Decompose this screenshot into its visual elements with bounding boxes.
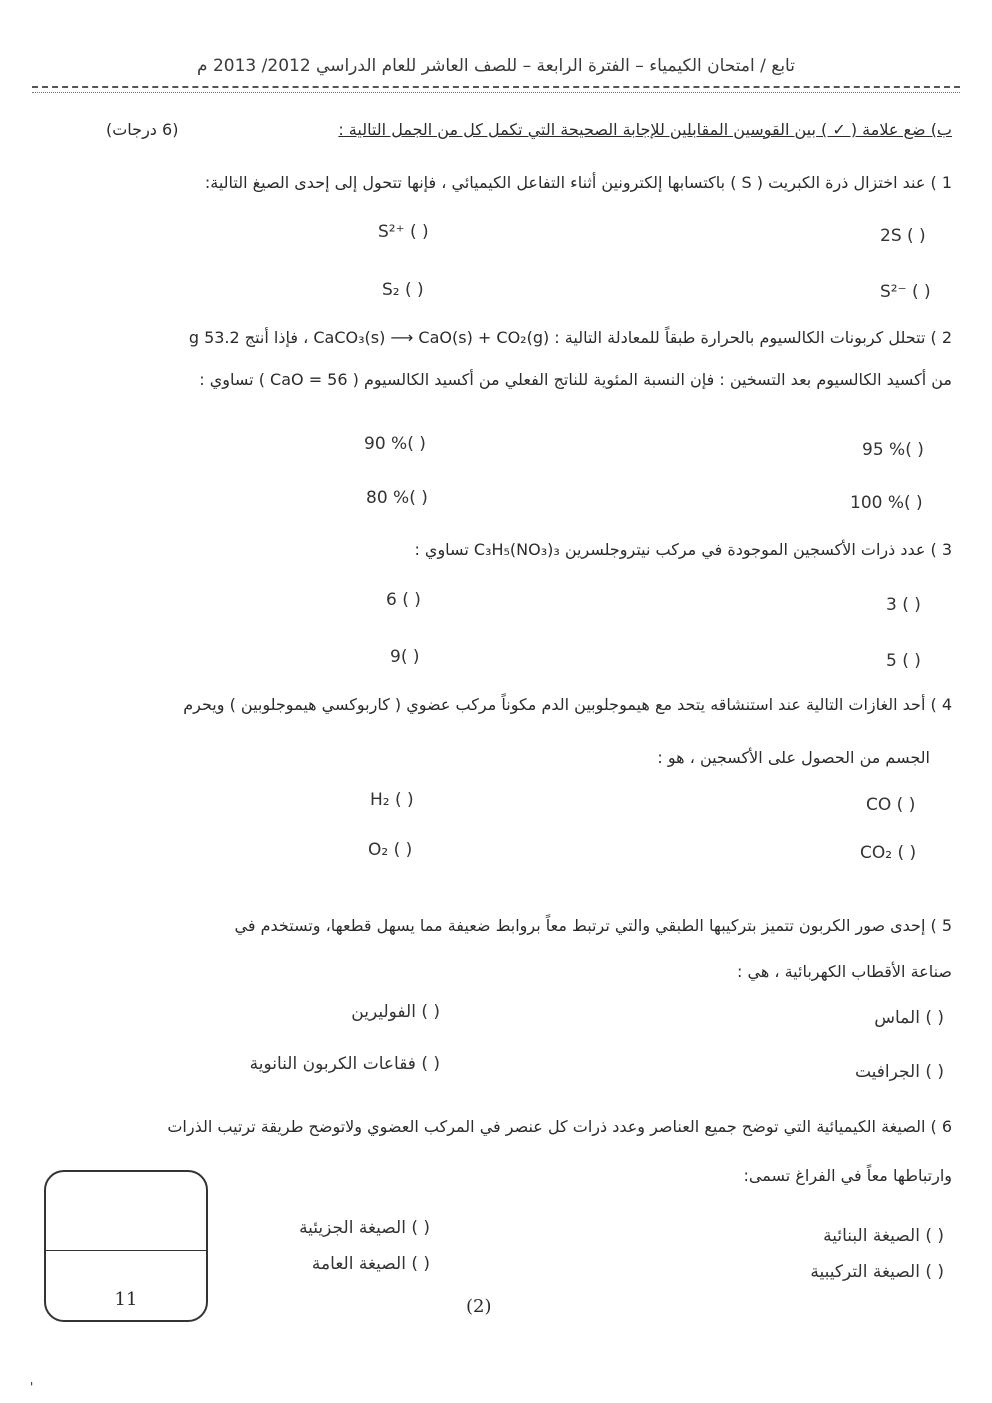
q1-option-b[interactable]: S²⁺ ( ) bbox=[378, 222, 429, 242]
question-4-text: 4 ) أحد الغازات التالية عند استنشاقه يتحد مع هيموجلوبين الدم مكوناً مركب عضوي ( كاربوكسي هيموجلوبين ) ويحرم bbox=[183, 695, 952, 714]
grade-box bbox=[44, 1170, 208, 1322]
q3-option-a[interactable]: 3 ( ) bbox=[886, 595, 921, 615]
q5-option-b[interactable]: ( ) الفوليرين bbox=[351, 1002, 440, 1022]
grade-box-value: 11 bbox=[114, 1289, 138, 1310]
question-3-text: 3 ) عدد ذرات الأكسجين الموجودة في مركب نيتروجلسرين C₃H₅(NO₃)₃ تساوي : bbox=[414, 540, 952, 559]
q3-option-c[interactable]: 5 ( ) bbox=[886, 651, 921, 671]
header-rule bbox=[32, 86, 960, 88]
q4-option-d[interactable]: O₂ ( ) bbox=[368, 840, 413, 860]
q4-option-a[interactable]: CO ( ) bbox=[866, 795, 916, 815]
q2-option-b[interactable]: 90 %( ) bbox=[364, 434, 426, 454]
question-5-text: 5 ) إحدى صور الكربون تتميز بتركيبها الطبقي والتي ترتبط معاً بروابط ضعيفة مما يسهل قطعها، وتستخدم في bbox=[234, 916, 952, 935]
question-2-text-cont: من أكسيد الكالسيوم بعد التسخين : فإن النسبة المئوية للناتج الفعلي من أكسيد الكالسيوم ( CaO = 56 ) تساوي : bbox=[199, 370, 952, 389]
question-5-text-cont: صناعة الأقطاب الكهربائية ، هي : bbox=[737, 962, 952, 981]
section-instruction: ب) ضع علامة ( ✓ ) بين القوسين المقابلين للإجابة الصحيحة التي تكمل كل من الجمل التالية : bbox=[338, 120, 952, 139]
question-4-text-cont: الجسم من الحصول على الأكسجين ، هو : bbox=[657, 748, 930, 767]
q3-option-d[interactable]: 9( ) bbox=[390, 647, 420, 667]
header-rule-dotted bbox=[32, 92, 960, 93]
q5-option-d[interactable]: ( ) فقاعات الكربون النانوية bbox=[249, 1054, 440, 1074]
q6-option-d[interactable]: ( ) الصيغة العامة bbox=[311, 1254, 430, 1274]
q2-option-c[interactable]: 100 %( ) bbox=[850, 493, 923, 513]
q1-option-d[interactable]: S₂ ( ) bbox=[382, 280, 424, 300]
q2-option-a[interactable]: 95 %( ) bbox=[862, 440, 924, 460]
q1-option-c[interactable]: S²⁻ ( ) bbox=[880, 282, 931, 302]
q6-option-c[interactable]: ( ) الصيغة التركيبية bbox=[810, 1262, 944, 1282]
question-6-text-cont: وارتباطها معاً في الفراغ تسمى: bbox=[743, 1166, 952, 1185]
q4-option-c[interactable]: CO₂ ( ) bbox=[860, 843, 917, 863]
q5-option-c[interactable]: ( ) الجرافيت bbox=[854, 1062, 944, 1082]
q6-option-b[interactable]: ( ) الصيغة الجزيئية bbox=[299, 1218, 430, 1238]
grade-box-divider bbox=[46, 1250, 206, 1251]
section-grade: (6 درجات) bbox=[106, 120, 179, 139]
question-6-text: 6 ) الصيغة الكيميائية التي توضح جميع العناصر وعدد ذرات كل عنصر في المركب العضوي ولاتوضح طريقة ترتيب الذرات bbox=[167, 1117, 952, 1136]
q5-option-a[interactable]: ( ) الماس bbox=[874, 1008, 944, 1028]
q6-option-a[interactable]: ( ) الصيغة البنائية bbox=[823, 1226, 944, 1246]
question-2-text: 2 ) تتحلل كربونات الكالسيوم بالحرارة طبقاً للمعادلة التالية : CaCO₃(s) ⟶ CaO(s) + CO₂(g) ، فإذا أنتج 53.2 g bbox=[188, 328, 952, 347]
q3-option-b[interactable]: 6 ( ) bbox=[386, 590, 421, 610]
q4-option-b[interactable]: H₂ ( ) bbox=[370, 790, 414, 810]
question-1-text: 1 ) عند اختزال ذرة الكبريت ( S ) باكتسابها إلكترونين أثناء التفاعل الكيميائي ، فإنها تتحول إلى إحدى الصيغ التالية: bbox=[204, 173, 952, 192]
corner-mark: ' bbox=[30, 1380, 34, 1394]
q1-option-a[interactable]: 2S ( ) bbox=[880, 226, 926, 246]
q2-option-d[interactable]: 80 %( ) bbox=[366, 488, 428, 508]
exam-header: تابع / امتحان الكيمياء – الفترة الرابعة – للصف العاشر للعام الدراسي 2012/ 2013 م bbox=[197, 56, 795, 76]
page-number: (2) bbox=[466, 1296, 492, 1317]
